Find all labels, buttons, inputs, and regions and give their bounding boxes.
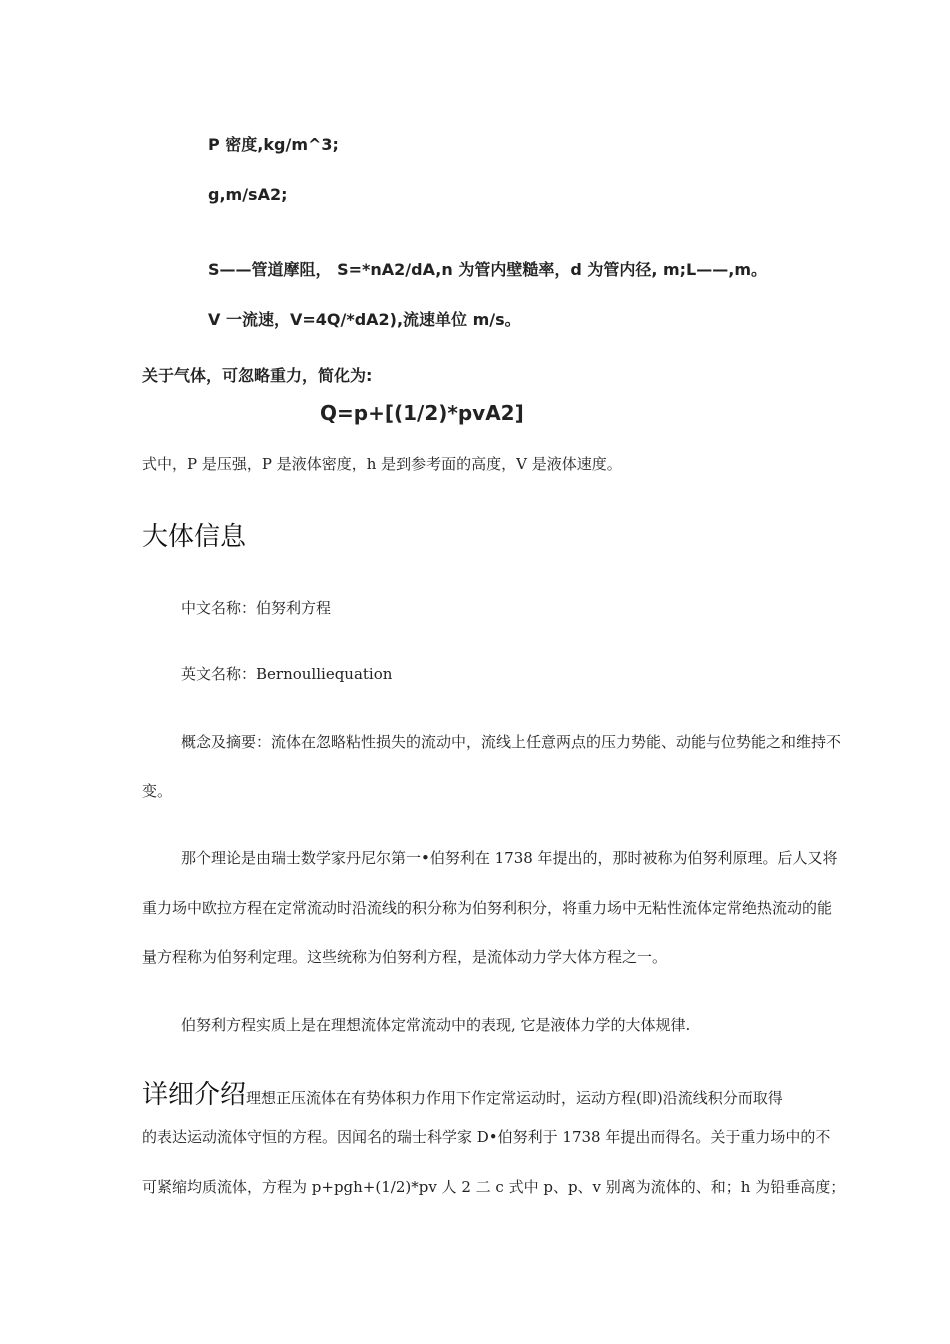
chinese-name: 中文名称：伯努利方程: [181, 599, 332, 617]
detail-first-line: [142, 1074, 783, 1111]
gas-intro: 关于气体，可忽略重力，简化为:: [142, 366, 373, 385]
detail-line-1: 理想正压流体在有势体积力作用下作定常运动时，运动方程(即)沿流线积分而取得: [246, 1089, 783, 1107]
detail-line-2: 的表达运动流体守恒的方程。因闻名的瑞士科学家 D•伯努利于 1738 年提出而得名。关于重力场中的不: [142, 1128, 831, 1146]
gas-formula: Q=p+[(1/2)*pvA2]: [320, 401, 524, 425]
def-velocity: V 一流速，V=4Q/*dA2),流速单位 m/s。: [208, 310, 521, 329]
history-line-3: 量方程称为伯努利定理。这些统称为伯努利方程，是流体动力学大体方程之一。: [142, 948, 668, 966]
section-heading-basic-info: 大体信息: [142, 522, 247, 552]
concept-line-1: 概念及摘要：流体在忽略粘性损失的流动中，流线上任意两点的压力势能、动能与位势能之和维持不: [181, 733, 842, 751]
concept-line-2: 变。: [142, 782, 173, 800]
def-density: P 密度,kg/m^3;: [208, 135, 339, 154]
formula-note: 式中，P 是压强，P 是液体密度，h 是到参考面的高度，V 是液体速度。: [142, 455, 622, 473]
detail-line-3: 可紧缩均质流体，方程为 p+pgh+(1/2)*pv 人 2 二 c 式中 p、p、v 别离为流体的、和；h 为铅垂高度；: [142, 1178, 846, 1196]
essence-paragraph: 伯努利方程实质上是在理想流体定常流动中的表现, 它是液体力学的大体规律.: [181, 1016, 691, 1034]
history-line-2: 重力场中欧拉方程在定常流动时沿流线的积分称为伯努利积分，将重力场中无粘性流体定常绝热流动的能: [142, 899, 833, 917]
history-line-1: 那个理论是由瑞士数学家丹尼尔第一•伯努利在 1738 年提出的，那时被称为伯努利原理。后人又将: [181, 849, 838, 867]
english-name: 英文名称：Bernoulliequation: [181, 665, 393, 683]
def-gravity: g,m/sA2;: [208, 185, 288, 204]
def-friction: S——管道摩阻， S=*nA2/dA,n 为管内壁糙率，d 为管内径, m;L——,m。: [208, 260, 768, 279]
section-heading-detail: 详细介绍: [142, 1080, 247, 1110]
